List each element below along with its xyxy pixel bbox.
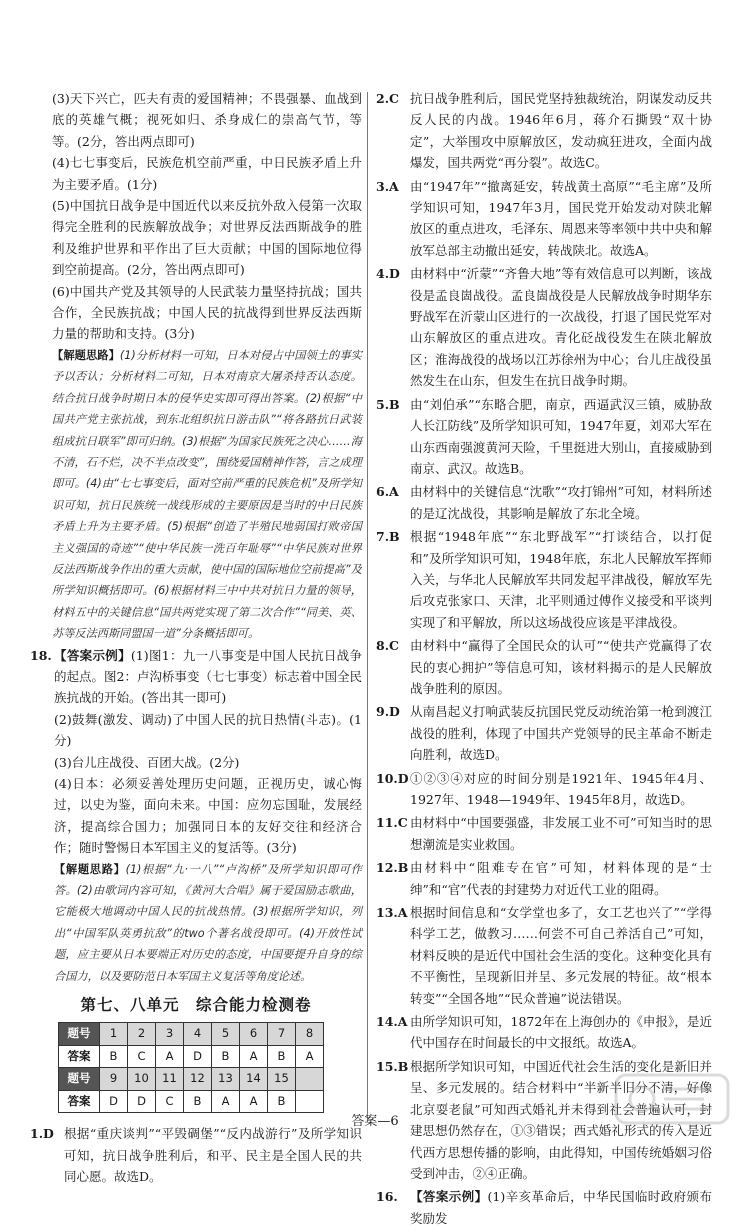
table-cell: B	[100, 1045, 128, 1067]
question-explanation: 根据所学知识可知，中国近代社会生活的变化是新旧并呈、多元发展的。结合材料中“半新半旧分不清，好像北京耍老鼠”可知西式婚礼并未得到社会普遍认可，封建思想仍然存在，①③错误；西式婚礼形式的传入是近代西方思想传播的影响，由此得知，中国传统婚姻习俗受到冲击，②④正确。	[410, 1058, 712, 1181]
question-item	[376, 1011, 712, 1054]
question-18	[30, 645, 362, 988]
watermark-logo	[612, 1069, 732, 1129]
table-header-cell: 题号	[59, 1068, 100, 1090]
thinking-tag: 【解题思路】	[54, 862, 126, 876]
thinking-tag: 【解题思路】	[52, 348, 120, 362]
table-header-cell: 题号	[59, 1023, 100, 1045]
question-explanation: ①②③④对应的时间分别是1921年、1945年4月、1927年、1948—1949年、1945年8月，故选D。	[410, 770, 712, 807]
question-number: 1.D	[30, 1126, 54, 1142]
question-explanation: 根据“1948年底”“东北野战军”“打谈结合，以打促和”及所学知识可知，1948年底，东北人民解放军挥师入关，与华北人民解放军共同发起平津战役，解放军先后攻克张家口、天津，北平则通过傅作义接受和平谈判实现了和平解放，所以这场战役应该是平津战役。	[410, 529, 712, 630]
question-item	[376, 394, 712, 480]
question-number: 3.A	[376, 178, 399, 194]
question-explanation: 由材料中“赢得了全国民众的认可”“使共产党赢得了农民的衷心拥护”等信息可知，该材料揭示的是人民解放战争胜利的原因。	[410, 638, 712, 696]
question-number: 15.B	[376, 1058, 409, 1074]
answer-text: (1)图1：九一八事变是中国人民抗日战争的起点。图2：卢沟桥事变（七七事变）标志着中国全民族抗战的开始。(答出其一即可)	[54, 647, 362, 706]
question-item	[376, 812, 712, 855]
answer-example-tag: 【答案示例】	[410, 1189, 488, 1205]
question-item	[376, 857, 712, 900]
page-footer: 答案—6	[351, 1114, 399, 1129]
answer-17-3: (3)天下兴亡，匹夫有责的爱国精神；不畏强暴、血战到底的英雄气概；视死如归、杀身成仁的崇高气节，等等。(2分，答出两点即可)	[52, 91, 362, 149]
question-explanation: 由材料中“中国要强盛，非发展工业不可”可知当时的思想潮流是实业救国。	[410, 815, 712, 852]
answer-17-5: (5)中国抗日战争是中国近代以来反抗外敌入侵第一次取得完全胜利的民族解放战争；对世界反法西斯战争的胜利及维护世界和平作出了巨大贡献；中国的国际地位得到空前提高。(2分，答出两点即可)	[52, 198, 362, 278]
table-cell: C	[156, 1090, 184, 1112]
answer-17-6: (6)中国共产党及其领导的人民武装力量坚持抗战；国共合作，全民族抗战；中国人民的抗战得到世界反法西斯力量的帮助和支持。(3分)	[52, 283, 362, 342]
table-cell: A	[156, 1045, 184, 1067]
table-cell: 2	[128, 1023, 156, 1045]
question-number: 7.B	[376, 529, 400, 545]
table-cell: 12	[184, 1068, 212, 1090]
table-cell: B	[212, 1045, 240, 1067]
question-item	[376, 902, 712, 1009]
answer-18-1	[54, 645, 362, 709]
table-cell: 6	[240, 1023, 268, 1045]
question-explanation: 由材料中“阻难专在官”可知，材料体现的是“士绅”和“官”代表的封建势力对近代工业的阻碍。	[410, 860, 712, 897]
table-cell: 8	[296, 1023, 324, 1045]
question-explanation: 根据“重庆谈判”“平毁碉堡”“反内战游行”及所学知识可知，抗日战争胜利后，和平、民主是全国人民的共同心愿。故选D。	[64, 1126, 362, 1184]
table-row	[59, 1023, 324, 1045]
question-item	[376, 768, 712, 811]
question-explanation: 由“1947年”“撤离延安，转战黄土高原”“毛主席”及所学知识可知，1947年3月，国民党开始发动对陕北解放区的重点进攻，毛泽东、周恩来等率领中共中央和解放军总部主动撤出延安，转战陕北。故选A。	[410, 178, 712, 258]
table-row	[59, 1068, 324, 1090]
question-explanation	[410, 1186, 712, 1229]
question-number: 8.C	[376, 638, 399, 654]
question-number: 6.A	[376, 484, 399, 500]
table-cell: B	[268, 1045, 296, 1067]
answer-18-3: (3)台儿庄战役、百团大战。(2分)	[54, 754, 240, 770]
table-cell: 5	[212, 1023, 240, 1045]
question-item	[376, 176, 712, 262]
answer-18-4: (4)日本：必须妥善处理历史问题，正视历史，诚心悔过，以史为鉴，面向未来。中国：应勿忘国耻，发展经济，提高综合国力；加强同日本的友好交往和经济合作；随时警惕日本军国主义的复活等。(3分)	[54, 776, 362, 856]
table-cell: D	[184, 1045, 212, 1067]
table-cell: 13	[212, 1068, 240, 1090]
answer-18-2: (2)鼓舞(激发、调动)了中国人民的抗日热情(斗志)。(1分)	[54, 711, 362, 749]
table-cell: 14	[240, 1068, 268, 1090]
thinking-text: (1)分析材料一可知，日本对侵占中国领土的事实予以否认；分析材料二可知，日本对南京大屠杀持否认态度。结合抗日战争时期日本的侵华史实即可得出答案。(2)根据“中国共产党主张抗战，到东北组织抗日游击队”“将各路抗日武装组成抗日联军”即可归纳。(3)根据“为国家民族死之决心……海不清，石不烂，决不半点改变”，围绕爱国精神作答，言之成理即可。(4)由“七七事变后，面对空前严重的民族危机”及所学知识可知，抗日民族统一战线形成的主要原因是当时的中日民族矛盾上升为主要矛盾。(5)根据“创造了半殖民地弱国打败帝国主义强国的奇迹”“使中华民族一洗百年耻辱”“中华民族对世界反法西斯战争作出的重大贡献，使中国的国际地位空前提高”及所学知识概括即可。(6)根据材料三中中共对抗日力量的领导，材料五中的关键信息“国共两党实现了第二次合作”“同美、英、苏等反法西斯同盟国一道”分条概括即可。	[52, 348, 362, 641]
question-number: 9.D	[376, 704, 400, 720]
answer-example-tag: 【答案示例】	[54, 647, 131, 663]
section-title: 第七、八单元 综合能力检测卷	[80, 996, 312, 1015]
table-cell: C	[128, 1045, 156, 1067]
question-body	[54, 645, 362, 988]
table-cell: 7	[268, 1023, 296, 1045]
question-16	[376, 1186, 712, 1229]
solution-thinking-17	[30, 345, 362, 645]
table-cell: D	[100, 1090, 128, 1112]
question-explanation: 根据时间信息和“女学堂也多了，女工艺也兴了”“学得科学工艺，做教习……何尝不可自己养活自己”可知，材料反映的是近代中国社会生活的变化。这种变化具有不平衡性，呈现新旧并呈、多元发展的特征。故“根本转变”“全国各地”“民众普遍”说法错误。	[410, 905, 712, 1006]
table-cell: 4	[184, 1023, 212, 1045]
table-cell: B	[268, 1090, 296, 1112]
question-item	[376, 635, 712, 699]
answer-text: (1)辛亥革命后，中华民国临时政府颁布奖励发	[410, 1189, 712, 1226]
table-row	[59, 1045, 324, 1067]
table-cell: B	[184, 1090, 212, 1112]
question-item	[376, 526, 712, 633]
table-cell: D	[128, 1090, 156, 1112]
question-explanation: 由材料中“沂蒙”“齐鲁大地”等有效信息可以判断，该战役是孟良崮战役。孟良崮战役是人民解放战争时期华东野战军在沂蒙山区进行的一次战役，打退了国民党军对山东解放区的重点进攻。青化砭战役发生在陕北解放区；淮海战役的战场以江苏徐州为中心；台儿庄战役虽然发生在山东，但发生在抗日战争时期。	[410, 266, 712, 389]
question-explanation: 由“刘伯承”“东略合肥，南京，西逼武汉三镇，威胁敌人长江防线”及所学知识可知，1947年夏，刘邓大军在山东西南强渡黄河天险，千里挺进大别山，直接威胁到南京、武汉。故选B。	[410, 396, 712, 476]
table-cell: 11	[156, 1068, 184, 1090]
table-cell: A	[240, 1090, 268, 1112]
left-column	[30, 88, 362, 1189]
question-number: 14.A	[376, 1014, 408, 1030]
solution-thinking-18	[54, 859, 362, 987]
table-header-cell: 答案	[59, 1090, 100, 1112]
question-number: 13.A	[376, 905, 408, 921]
question-explanation: 由所学知识可知，1872年在上海创办的《申报》，是近代中国存在时间最长的中文报纸。故选A。	[410, 1014, 712, 1051]
question-number: 12.B	[376, 860, 409, 876]
table-cell	[296, 1068, 324, 1090]
question-explanation: 抗日战争胜利后，国民党坚持独裁统治，阴谋发动反共反人民的内战。1946年6月，蒋介石撕毁“双十协定”，大举围攻中原解放区，发动疯狂进攻，全面内战爆发，国共两党“再分裂”。故选C。	[410, 91, 712, 171]
question-number: 16.	[376, 1189, 398, 1205]
table-cell: 1	[100, 1023, 128, 1045]
question-number: 11.C	[376, 815, 408, 831]
question-item	[376, 481, 712, 524]
table-cell: 10	[128, 1068, 156, 1090]
table-cell: 3	[156, 1023, 184, 1045]
question-number: 18.	[30, 647, 52, 663]
answer-17-4: (4)七七事变后，民族危机空前严重，中日民族矛盾上升为主要矛盾。(1分)	[52, 155, 362, 192]
question-explanation: 由材料中的关键信息“沈歌”“攻打锦州”可知，材料所述的是辽沈战役，其影响是解放了东北全境。	[410, 484, 712, 521]
question-number: 4.D	[376, 266, 400, 282]
table-cell: 9	[100, 1068, 128, 1090]
right-column	[376, 88, 712, 1231]
question-number: 5.B	[376, 396, 400, 412]
table-cell: A	[212, 1090, 240, 1112]
table-cell: 15	[268, 1068, 296, 1090]
question-item	[376, 88, 712, 174]
table-cell: A	[296, 1045, 324, 1067]
question-explanation: 从南昌起义打响武装反抗国民党反动统治第一枪到渡江战役的胜利，体现了中国共产党领导的民主革命不断走向胜利，故选D。	[410, 704, 712, 763]
column-divider	[367, 92, 368, 1122]
question-number: 10.D	[376, 770, 409, 786]
table-header-cell: 答案	[59, 1045, 100, 1067]
question-number: 2.C	[376, 91, 399, 106]
thinking-text: (1)根据“九·一八”“卢沟桥”及所学知识即可作答。(2)由歌词内容可知，《黄河大合唱》属于爱国励志歌曲，它能极大地调动中国人民的抗战热情。(3)根据所学知识，列出“中国军队英勇抗敌”的two个著名战役即可。(4)开放性试题，应主要从日本要端正对历史的态度，中国要提升自身的综合国力，以及要防范日本军国主义复活等角度论述。	[54, 862, 362, 983]
table-cell: A	[240, 1045, 268, 1067]
question-item	[376, 263, 712, 391]
answer-table	[58, 1022, 324, 1113]
question-item	[376, 701, 712, 765]
